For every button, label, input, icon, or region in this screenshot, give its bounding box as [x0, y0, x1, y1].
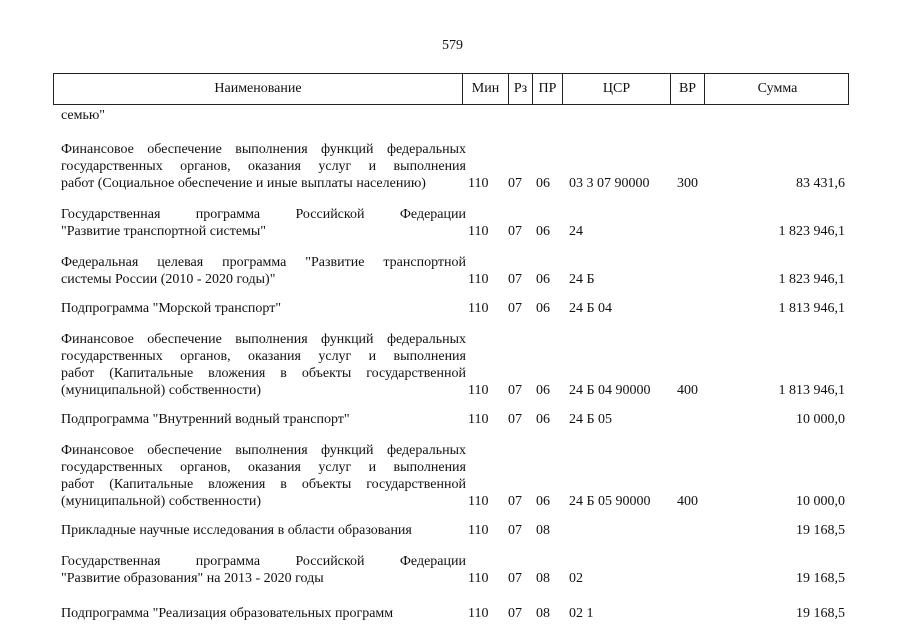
- table-row: [53, 206, 849, 240]
- budget-table: [53, 73, 849, 622]
- row-sum: 10 000,0: [796, 412, 845, 427]
- table-row: [53, 605, 849, 622]
- row-name-line: Финансовое обеспечение выполнения функций федеральных: [61, 142, 466, 157]
- row-rz: 07: [508, 176, 522, 191]
- table-row: [53, 553, 849, 587]
- row-codes: [53, 382, 849, 399]
- row-codes: [53, 175, 849, 192]
- row-sum: 1 813 946,1: [778, 301, 845, 316]
- row-codes: [53, 271, 849, 288]
- row-csr: 24: [569, 224, 583, 239]
- table-row: [53, 300, 849, 317]
- row-name-line: (муниципальной) собственности): [61, 494, 262, 509]
- row-min: 110: [468, 301, 489, 316]
- row-min: 110: [468, 494, 489, 509]
- row-min: 110: [468, 176, 489, 191]
- row-name-line: Финансовое обеспечение выполнения функций федеральных: [61, 443, 466, 458]
- row-rz: 07: [508, 412, 522, 427]
- row-sum: 19 168,5: [796, 571, 845, 586]
- header-name: Наименование: [214, 81, 302, 96]
- row-rz: 07: [508, 272, 522, 287]
- row-min: 110: [468, 523, 489, 538]
- row-name-line: "Развитие транспортной системы": [61, 224, 267, 239]
- row-rz: 07: [508, 383, 522, 398]
- row-min: 110: [468, 606, 489, 621]
- row-name-line: работ (Социальное обеспечение и иные выплаты населению): [61, 176, 426, 191]
- row-name-line: Федеральная целевая программа "Развитие транспортной: [61, 255, 466, 270]
- row-sum: 1 823 946,1: [778, 272, 845, 287]
- header-min: Мин: [462, 74, 508, 104]
- header-rz: Рз: [508, 74, 532, 104]
- row-csr: 24 Б: [569, 272, 595, 287]
- row-sum: 19 168,5: [796, 606, 845, 621]
- row-name-line: государственных органов, оказания услуг и выполнения: [61, 349, 466, 364]
- table-body: [53, 107, 849, 622]
- row-codes: [53, 605, 849, 622]
- row-vr: 400: [677, 494, 698, 509]
- row-codes: [53, 300, 849, 317]
- table-row: [53, 141, 849, 192]
- row-csr: 03 3 07 90000: [569, 176, 650, 191]
- row-name-line: Подпрограмма "Морской транспорт": [61, 301, 282, 316]
- row-csr: 24 Б 05 90000: [569, 494, 651, 509]
- header-pr: ПР: [532, 74, 562, 104]
- row-min: 110: [468, 571, 489, 586]
- row-name-line: системы России (2010 - 2020 годы)": [61, 272, 276, 287]
- row-sum: 83 431,6: [796, 176, 845, 191]
- row-name-line: Государственная программа Российской Федерации: [61, 207, 466, 222]
- row-vr: 400: [677, 383, 698, 398]
- row-codes: [53, 107, 849, 124]
- row-rz: 07: [508, 224, 522, 239]
- row-name-line: Подпрограмма "Внутренний водный транспорт": [61, 412, 350, 427]
- row-pr: 06: [536, 383, 550, 398]
- row-pr: 08: [536, 523, 550, 538]
- row-pr: 06: [536, 301, 550, 316]
- row-codes: [53, 411, 849, 428]
- table-row: [53, 522, 849, 539]
- row-codes: [53, 522, 849, 539]
- row-pr: 06: [536, 176, 550, 191]
- row-rz: 07: [508, 494, 522, 509]
- row-min: 110: [468, 412, 489, 427]
- row-vr: 300: [677, 176, 698, 191]
- row-rz: 07: [508, 606, 522, 621]
- row-sum: 1 813 946,1: [778, 383, 845, 398]
- row-name-line: Государственная программа Российской Федерации: [61, 554, 466, 569]
- row-name-line: работ (Капитальные вложения в объекты государственной: [61, 366, 466, 381]
- row-pr: 08: [536, 606, 550, 621]
- row-codes: [53, 223, 849, 240]
- row-name-line: "Развитие образования" на 2013 - 2020 годы: [61, 571, 324, 586]
- row-name-line: работ (Капитальные вложения в объекты государственной: [61, 477, 466, 492]
- table-row: [53, 411, 849, 428]
- row-min: 110: [468, 383, 489, 398]
- table-row: [53, 107, 849, 124]
- row-name-line: государственных органов, оказания услуг и выполнения: [61, 460, 466, 475]
- row-name-line: семью": [61, 108, 106, 123]
- row-codes: [53, 493, 849, 510]
- page-number: 579: [442, 38, 463, 53]
- row-sum: 19 168,5: [796, 523, 845, 538]
- row-name-line: (муниципальной) собственности): [61, 383, 262, 398]
- row-pr: 06: [536, 224, 550, 239]
- row-min: 110: [468, 272, 489, 287]
- row-codes: [53, 570, 849, 587]
- row-name-line: государственных органов, оказания услуг и выполнения: [61, 159, 466, 174]
- row-csr: 24 Б 05: [569, 412, 613, 427]
- table-row: [53, 254, 849, 288]
- table-row: [53, 442, 849, 510]
- row-rz: 07: [508, 301, 522, 316]
- row-name-line: Прикладные научные исследования в области образования: [61, 523, 412, 538]
- row-pr: 06: [536, 412, 550, 427]
- row-csr: 02 1: [569, 606, 594, 621]
- row-rz: 07: [508, 523, 522, 538]
- row-csr: 24 Б 04 90000: [569, 383, 651, 398]
- row-pr: 06: [536, 494, 550, 509]
- row-pr: 08: [536, 571, 550, 586]
- header-sum: Сумма: [704, 74, 850, 104]
- header-vr: ВР: [670, 74, 704, 104]
- row-name-line: Финансовое обеспечение выполнения функций федеральных: [61, 332, 466, 347]
- header-csr: ЦСР: [562, 74, 670, 104]
- row-rz: 07: [508, 571, 522, 586]
- row-name-line: Подпрограмма "Реализация образовательных программ: [61, 606, 394, 621]
- row-pr: 06: [536, 272, 550, 287]
- table-row: [53, 331, 849, 399]
- row-sum: 1 823 946,1: [778, 224, 845, 239]
- row-sum: 10 000,0: [796, 494, 845, 509]
- row-min: 110: [468, 224, 489, 239]
- table-header: [53, 73, 849, 105]
- row-csr: 24 Б 04: [569, 301, 613, 316]
- row-csr: 02: [569, 571, 583, 586]
